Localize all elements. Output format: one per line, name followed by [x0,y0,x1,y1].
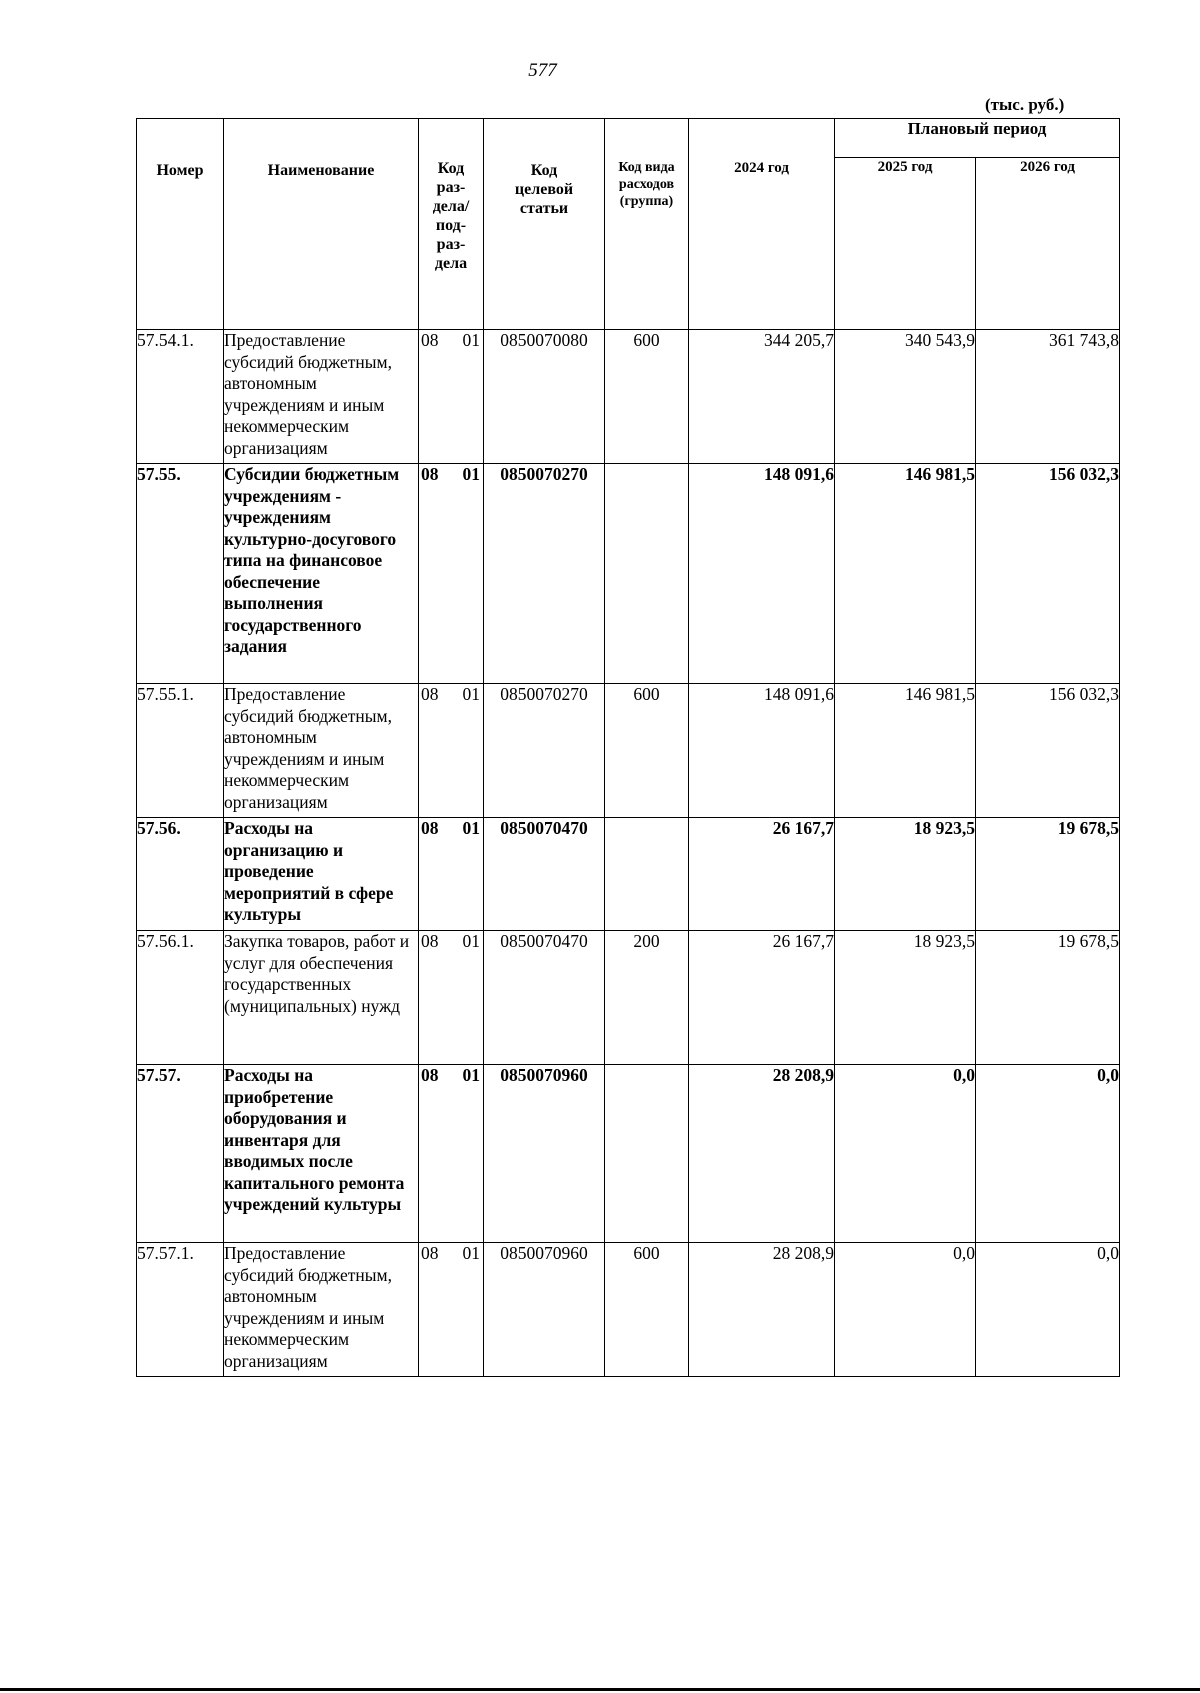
row-name: Закупка товаров, работ и услуг для обеспечения государственных (муниципальных) нужд [224,931,419,1065]
row-amount-2026: 0,0 [976,1065,1120,1243]
row-amount-2024: 344 205,7 [689,330,835,464]
row-amount-2025: 146 981,5 [835,684,976,818]
units-label: (тыс. руб.) [985,95,1065,114]
row-name: Расходы на приобретение оборудования и инвентаря для вводимых после капитального ремонта учреждений культуры [224,1065,419,1243]
header-target-article: Код целевой статьи [484,119,605,330]
row-razdel [419,684,484,818]
header-2026: 2026 год [976,158,1120,330]
row-podrazdel-code: 01 [462,931,480,951]
header-2024: 2024 год [689,119,835,330]
row-amount-2024: 28 208,9 [689,1065,835,1243]
page-number: 577 [528,60,557,81]
header-2025: 2025 год [835,158,976,330]
row-podrazdel-code: 01 [462,1243,480,1263]
row-number: 57.56.1. [137,931,224,1065]
row-target-article: 0850070960 [484,1243,605,1377]
row-amount-2024: 148 091,6 [689,464,835,684]
row-amount-2026: 156 032,3 [976,684,1120,818]
bottom-rule [0,1688,1200,1691]
row-target-article: 0850070270 [484,464,605,684]
row-razdel [419,931,484,1065]
row-number: 57.55. [137,464,224,684]
header-name: Наименование [224,119,419,330]
row-razdel [419,330,484,464]
row-amount-2025: 340 543,9 [835,330,976,464]
row-name: Предоставление субсидий бюджетным, автономным учреждениям и иным некоммерческим организациям [224,1243,419,1377]
row-amount-2026: 19 678,5 [976,931,1120,1065]
header-number: Номер [137,119,224,330]
row-amount-2024: 28 208,9 [689,1243,835,1377]
row-podrazdel-code: 01 [462,330,480,350]
table-row [137,818,1120,931]
table-row [137,684,1120,818]
row-target-article: 0850070960 [484,1065,605,1243]
row-number: 57.54.1. [137,330,224,464]
row-number: 57.56. [137,818,224,931]
row-target-article: 0850070470 [484,818,605,931]
row-amount-2025: 0,0 [835,1243,976,1377]
row-razdel [419,1065,484,1243]
row-razdel-code: 08 [421,1065,439,1085]
row-name: Предоставление субсидий бюджетным, автономным учреждениям и иным некоммерческим организациям [224,684,419,818]
row-razdel-code: 08 [421,1243,439,1263]
row-amount-2026: 156 032,3 [976,464,1120,684]
row-amount-2026: 19 678,5 [976,818,1120,931]
row-razdel [419,464,484,684]
row-target-article: 0850070270 [484,684,605,818]
row-target-article: 0850070080 [484,330,605,464]
row-podrazdel-code: 01 [462,464,480,484]
row-name: Предоставление субсидий бюджетным, автономным учреждениям и иным некоммерческим организациям [224,330,419,464]
row-expense-type: 600 [605,1243,689,1377]
row-razdel [419,1243,484,1377]
row-razdel-code: 08 [421,818,439,838]
row-expense-type: 600 [605,684,689,818]
row-number: 57.55.1. [137,684,224,818]
row-expense-type: 600 [605,330,689,464]
table-row [137,1243,1120,1377]
budget-table [136,118,1120,1377]
row-amount-2025: 18 923,5 [835,931,976,1065]
table-row [137,464,1120,684]
row-expense-type [605,464,689,684]
row-amount-2026: 0,0 [976,1243,1120,1377]
row-razdel-code: 08 [421,931,439,951]
row-razdel [419,818,484,931]
table-row [137,330,1120,464]
row-amount-2026: 361 743,8 [976,330,1120,464]
row-number: 57.57.1. [137,1243,224,1377]
row-amount-2024: 26 167,7 [689,931,835,1065]
row-podrazdel-code: 01 [462,684,480,704]
row-expense-type [605,818,689,931]
row-expense-type: 200 [605,931,689,1065]
row-expense-type [605,1065,689,1243]
row-amount-2024: 26 167,7 [689,818,835,931]
header-expense-type: Код вида расходов (группа) [605,119,689,330]
row-number: 57.57. [137,1065,224,1243]
row-name: Субсидии бюджетным учреждениям - учреждениям культурно-досугового типа на финансовое обеспечение выполнения государственного задания [224,464,419,684]
header-plan-period: Плановый период [835,119,1120,158]
row-podrazdel-code: 01 [462,1065,480,1085]
row-razdel-code: 08 [421,330,439,350]
table-row [137,931,1120,1065]
row-amount-2024: 148 091,6 [689,684,835,818]
row-amount-2025: 0,0 [835,1065,976,1243]
row-name: Расходы на организацию и проведение мероприятий в сфере культуры [224,818,419,931]
table-row [137,1065,1120,1243]
header-razdel: Код раз- дела/ под- раз- дела [419,119,484,330]
row-razdel-code: 08 [421,464,439,484]
row-target-article: 0850070470 [484,931,605,1065]
row-razdel-code: 08 [421,684,439,704]
row-podrazdel-code: 01 [462,818,480,838]
row-amount-2025: 18 923,5 [835,818,976,931]
row-amount-2025: 146 981,5 [835,464,976,684]
